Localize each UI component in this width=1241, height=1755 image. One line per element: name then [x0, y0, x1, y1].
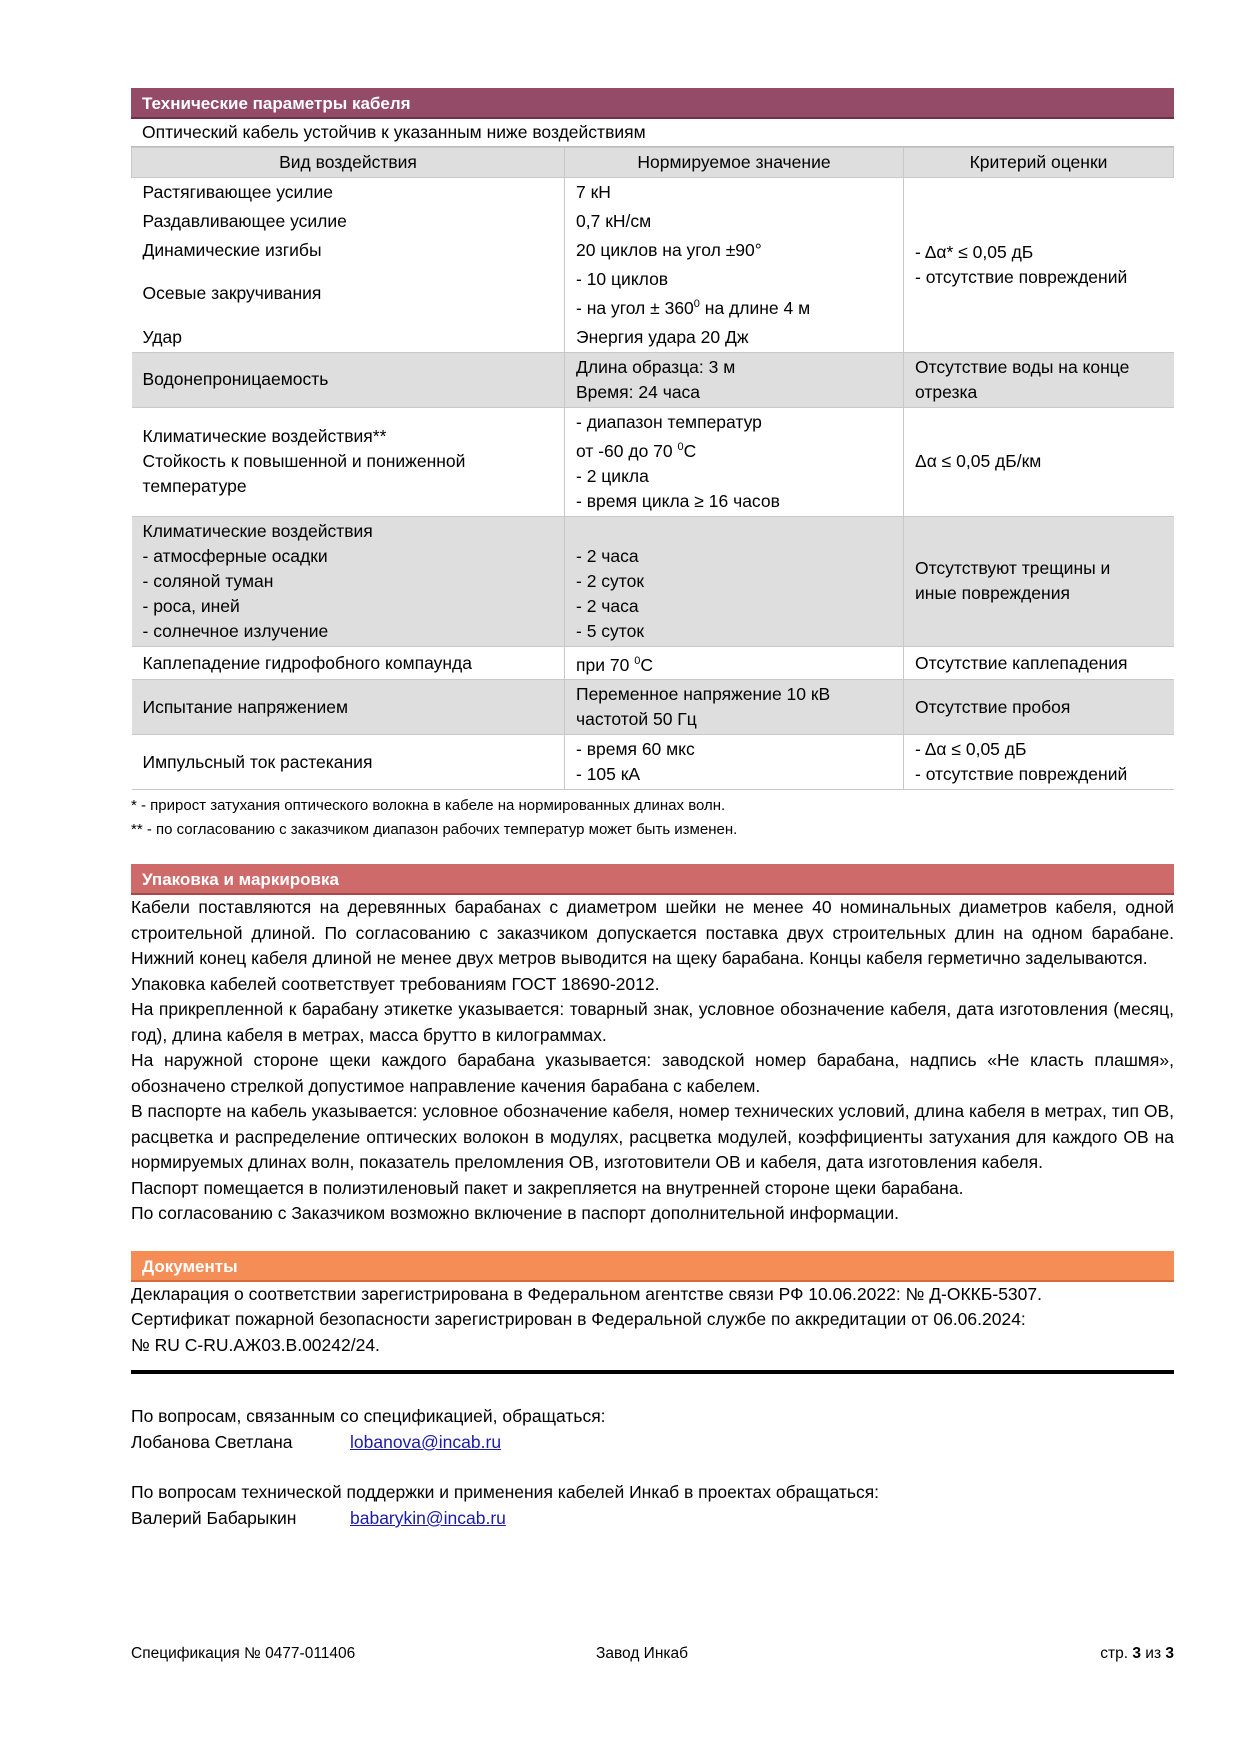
- value-line: - 10 циклов: [576, 269, 669, 289]
- row-criterion: Δα ≤ 0,05 дБ/км: [904, 407, 1174, 516]
- row-name: [132, 516, 565, 646]
- contact-intro: По вопросам, связанным со спецификацией, обращаться:: [131, 1406, 606, 1427]
- value-line: - время 60 мкс: [576, 739, 695, 760]
- name-line: - атмосферные осадки: [142, 545, 328, 566]
- value-line: - 2 часа: [576, 545, 639, 566]
- row-value: [565, 680, 904, 735]
- row-criterion: [904, 516, 1174, 646]
- contacts-block: [131, 1404, 1174, 1531]
- tech-intro: Оптический кабель устойчив к указанным ниже воздействиям: [131, 119, 1174, 147]
- name-line: температуре: [142, 476, 247, 497]
- row-value: 20 циклов на угол ±90°: [565, 236, 904, 265]
- packaging-text: [131, 895, 1174, 1227]
- footnote: ** - по согласованию с заказчиком диапазон рабочих температур может быть изменен.: [131, 821, 738, 839]
- contact-name: Лобанова Светлана: [131, 1431, 293, 1452]
- name-line: - солнечное излучение: [142, 620, 329, 641]
- row-value: при 70 $^0$С: [565, 646, 904, 680]
- paragraph: № RU C-RU.АЖ03.В.00242/24.: [131, 1334, 380, 1355]
- criterion-line: - Δα ≤ 0,05 дБ: [915, 739, 1027, 760]
- table-notes: [131, 794, 1174, 842]
- contact-email-link[interactable]: lobanova@incab.ru: [350, 1431, 502, 1452]
- value-line: частотой 50 Гц: [576, 709, 697, 730]
- contact-email-link[interactable]: babarykin@incab.ru: [350, 1507, 506, 1528]
- document-page: [131, 88, 1174, 1531]
- row-value: [565, 407, 904, 516]
- criterion-line: - отсутствие повреждений: [915, 266, 1128, 287]
- footer-spec-number: Спецификация № 0477-011406: [131, 1645, 356, 1662]
- value-line: Длина образца: 3 м: [576, 356, 736, 377]
- row-criterion: [904, 735, 1174, 790]
- paragraph: В паспорте на кабель указывается: условное обозначение кабеля, номер технических условий, длина кабеля в метрах, тип ОВ, расцветка и распределение оптических волокон в модулях, расцветка модулей, коэффициенты затухания для каждого ОВ на нормируемых длинах волн, показатель преломления ОВ, изготовители ОВ и кабеля, дата изготовления кабеля.: [131, 1101, 1174, 1173]
- contact-row: [131, 1506, 1174, 1532]
- value-line: - 2 суток: [576, 570, 644, 591]
- row-value: [565, 352, 904, 407]
- footer-plant: Завод Инкаб: [596, 1645, 688, 1662]
- table-row: [132, 407, 1174, 516]
- row-value: [565, 265, 904, 323]
- section-header-tech: Технические параметры кабеля: [131, 88, 1174, 119]
- column-header: Нормируемое значение: [565, 148, 904, 178]
- section-divider: [131, 1370, 1174, 1374]
- name-line: Климатические воздействия: [142, 520, 373, 541]
- row-value: [565, 735, 904, 790]
- value-line: - время цикла ≥ 16 часов: [576, 490, 780, 511]
- name-line: Климатические воздействия**: [142, 426, 387, 447]
- row-name: Импульсный ток растекания: [132, 735, 565, 790]
- contact-intro: По вопросам технической поддержки и применения кабелей Инкаб в проектах обращаться:: [131, 1482, 880, 1503]
- value-line: Время: 24 часа: [576, 381, 701, 402]
- value-line: Переменное напряжение 10 кВ: [576, 684, 831, 705]
- table-row: [132, 516, 1174, 646]
- name-line: - соляной туман: [142, 570, 274, 591]
- table-row: [132, 646, 1174, 680]
- page-footer: [131, 1645, 1174, 1663]
- table-row: [132, 352, 1174, 407]
- value-line: - 5 суток: [576, 620, 644, 641]
- row-criterion: [904, 178, 1174, 353]
- criterion-line: отрезка: [915, 381, 978, 402]
- row-value: 7 кН: [565, 178, 904, 208]
- row-value: 0,7 кН/см: [565, 207, 904, 236]
- name-line: Стойкость к повышенной и пониженной: [142, 451, 466, 472]
- row-name: Динамические изгибы: [132, 236, 565, 265]
- paragraph: На наружной стороне щеки каждого барабана указывается: заводской номер барабана, надпись «Не класть плашмя», обозначено стрелкой допустимое направление качения барабана с кабелем.: [131, 1050, 1174, 1096]
- table-header-row: [132, 148, 1174, 178]
- value-line: от -60 до 70 $^0$С: [576, 440, 697, 461]
- row-value: Энергия удара 20 Дж: [565, 323, 904, 353]
- row-criterion: Отсутствие каплепадения: [904, 646, 1174, 680]
- row-name: Осевые закручивания: [132, 265, 565, 323]
- paragraph: Упаковка кабелей соответствует требованиям ГОСТ 18690-2012.: [131, 973, 660, 994]
- paragraph: Сертификат пожарной безопасности зарегистрирован в Федеральной службе по аккредитации от 06.06.2024:: [131, 1309, 1026, 1330]
- value-line: - 2 часа: [576, 595, 639, 616]
- paragraph: Декларация о соответствии зарегистрирована в Федеральном агентстве связи РФ 10.06.2022: № Д-ОККБ-5307.: [131, 1283, 1042, 1304]
- row-name: Каплепадение гидрофобного компаунда: [132, 646, 565, 680]
- paragraph: На прикрепленной к барабану этикетке указывается: товарный знак, условное обозначение кабеля, дата изготовления (месяц, год), длина кабеля в метрах, масса брутто в килограммах.: [131, 999, 1174, 1045]
- value-line: - 2 цикла: [576, 465, 649, 486]
- criterion-line: - Δα* ≤ 0,05 дБ: [915, 241, 1034, 262]
- paragraph: Кабели поставляются на деревянных барабанах с диаметром шейки не менее 40 номинальных диаметров кабеля, одной строительной длиной. По согласованию с заказчиком допускается поставка двух строительных длин на одном барабане. Нижний конец кабеля длиной не менее двух метров выводится на щеку барабана. Концы кабеля герметично заделываются.: [131, 897, 1174, 969]
- row-criterion: [904, 352, 1174, 407]
- value-line: - диапазон температур: [576, 411, 762, 432]
- contact-name: Валерий Бабарыкин: [131, 1507, 297, 1528]
- params-table: [131, 147, 1174, 790]
- value-line: - 105 кА: [576, 764, 641, 785]
- row-value: [565, 516, 904, 646]
- documents-text: [131, 1282, 1174, 1359]
- value-line: - на угол ± $360^0$ на длине 4 м: [576, 297, 811, 318]
- row-name: Удар: [132, 323, 565, 353]
- footer-page-number: стр. 3 из 3: [1100, 1645, 1174, 1662]
- criterion-line: Отсутствие воды на конце: [915, 356, 1130, 377]
- section-header-packaging: Упаковка и маркировка: [131, 864, 1174, 895]
- row-name: Испытание напряжением: [132, 680, 565, 735]
- row-name: Растягивающее усилие: [132, 178, 565, 208]
- column-header: Критерий оценки: [904, 148, 1174, 178]
- table-row: [132, 680, 1174, 735]
- criterion-line: - отсутствие повреждений: [915, 764, 1128, 785]
- criterion-line: Отсутствуют трещины и: [915, 558, 1111, 579]
- paragraph: По согласованию с Заказчиком возможно включение в паспорт дополнительной информации.: [131, 1203, 900, 1224]
- table-row: [132, 735, 1174, 790]
- row-criterion: Отсутствие пробоя: [904, 680, 1174, 735]
- paragraph: Паспорт помещается в полиэтиленовый пакет и закрепляется на внутренней стороне щеки барабана.: [131, 1177, 964, 1198]
- row-name: Раздавливающее усилие: [132, 207, 565, 236]
- criterion-line: иные повреждения: [915, 583, 1070, 604]
- footnote: * - прирост затухания оптического волокна в кабеле на нормированных длинах волн.: [131, 797, 726, 815]
- row-name: [132, 407, 565, 516]
- name-line: - роса, иней: [142, 595, 240, 616]
- table-row: [132, 178, 1174, 208]
- row-name: Водонепроницаемость: [132, 352, 565, 407]
- column-header: Вид воздействия: [132, 148, 565, 178]
- contact-row: [131, 1430, 1174, 1456]
- section-header-documents: Документы: [131, 1251, 1174, 1282]
